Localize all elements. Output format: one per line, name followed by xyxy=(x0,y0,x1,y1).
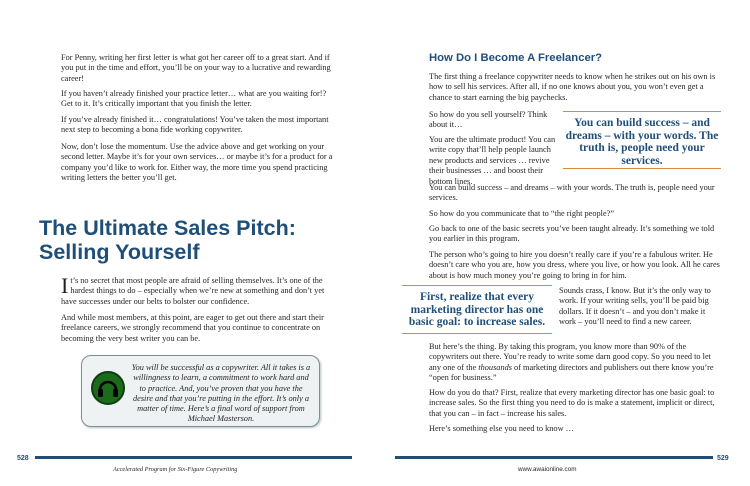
body-paragraph: The person who’s going to hire you doesn’t really care if you’re a fabulous writer. He doesn’t care who you are, how you dress, where you live, or how you look. All he cares about is how much money you’re going to bring in for him. xyxy=(429,250,720,280)
footer-rule xyxy=(35,456,352,459)
body-paragraph: How do you do that? First, realize that every marketing director has one basic goal: to increase sales. So the first thing you need to do is make a statement, implicit or direct, that you can – in fact – increase his sales. xyxy=(429,388,715,418)
body-paragraph: And while most members, at this point, are eager to get out there and start their freelance careers, we strongly recommend that you continue to concentrate on becoming the very best writer you can be. xyxy=(61,313,324,343)
body-paragraph: Sounds crass, I know. But it’s the only way to work. If your writing sells, you’ll be paid big dollars. If it doesn’t – and you don’t make it work – you’ll need to find a new career. xyxy=(559,286,711,327)
body-paragraph: But here’s the thing. By taking this program, you know more than 90% of the copywriters out there. You’re ready to write some darn good copy. So you need to let any one of the thousands of marketing directors and publishers out there know you’re “open for business.” xyxy=(429,342,714,383)
pull-quote-rule xyxy=(402,333,552,334)
body-paragraph: Now, don’t lose the momentum. Use the advice above and get working on your second letter. Maybe it’s for your own services… or maybe it’s for a product for a company you’d like to work for. Either way, the more time you spend practicing writing letters the better you’ll get. xyxy=(61,142,333,183)
page-number: 528 xyxy=(17,455,29,462)
section-heading xyxy=(39,216,339,264)
body-paragraph: So how do you sell yourself? Think about it… xyxy=(429,110,548,130)
callout-text: You will be successful as a copywriter. All it takes is a willingness to learn, a commitment to work hard and to practice. And, you’ve proven that you have the desire and that you’re putting in the effort. It’s only a matter of time. Here’s a final word of support from Michael Masterson. xyxy=(131,363,311,424)
pull-quote: First, realize that every marketing director has one basic goal: to increase sales. xyxy=(408,291,546,329)
footer-url[interactable]: www.awaionline.com xyxy=(518,466,577,473)
intro-paragraph xyxy=(61,273,340,307)
intro-text: t’s no secret that most people are afraid of selling themselves. It’s one of the hardest things to do – especially when we’re new at something and don’t yet have successes under our belts to bolster our confidence. xyxy=(61,276,325,306)
headphones-icon xyxy=(91,371,125,405)
body-paragraph: Here’s something else you need to know … xyxy=(429,424,574,433)
pull-quote-rule xyxy=(563,168,721,169)
pull-quote: You can build success – and dreams – with your words. The truth is, people need your services. xyxy=(565,117,719,167)
pull-quote-rule xyxy=(563,111,721,112)
body-paragraph: The first thing a freelance copywriter needs to know when he strikes out on his own is how to sell his services. After all, if no one knows about you, you won’t even get a chance to start earning the big paychecks. xyxy=(429,72,716,102)
body-paragraph: You are the ultimate product! You can write copy that’ll help people launch new products and services … revive their businesses … and boost their bottom lines. xyxy=(429,135,556,186)
right-page xyxy=(375,0,750,486)
body-paragraph: For Penny, writing her first letter is what got her career off to a great start. And if you put in the time and effort, you’ll be on your way to a lucrative and rewarding career! xyxy=(61,53,331,83)
emphasis: thousands xyxy=(478,362,512,372)
drop-cap: I xyxy=(61,273,69,298)
body-paragraph: Go back to one of the basic secrets you’ve been taught already. It’s something we told you earlier in this program. xyxy=(429,224,715,244)
footer-rule xyxy=(395,456,713,459)
body-paragraph: If you haven’t already finished your practice letter… what are you waiting for!? Get to it. It’s critically important that you finish the letter. xyxy=(61,89,327,109)
support-callout-box xyxy=(81,355,320,427)
body-paragraph: You can build success – and dreams – with your words. The truth is, people need your services. xyxy=(429,183,715,203)
section-heading-line2: Selling Yourself xyxy=(39,240,200,264)
body-paragraph: If you’ve already finished it… congratulations! You’ve taken the most important next step to becoming a bona fide working copywriter. xyxy=(61,115,329,135)
body-paragraph: So how do you communicate that to “the right people?” xyxy=(429,209,615,218)
footer-title: Accelerated Program for Six-Figure Copywriting xyxy=(113,466,238,473)
page-number: 529 xyxy=(717,455,729,462)
section-subheading: How Do I Become A Freelancer? xyxy=(429,52,603,64)
pull-quote-rule xyxy=(402,285,552,286)
section-heading-line1: The Ultimate Sales Pitch: xyxy=(39,216,296,240)
